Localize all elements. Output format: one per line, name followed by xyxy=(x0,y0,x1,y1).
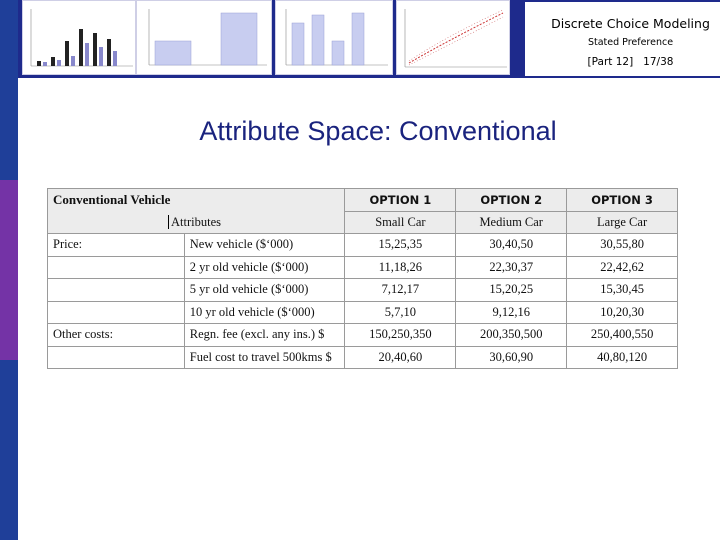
page-number: 17/38 xyxy=(643,56,674,68)
thumbnail-line-chart-graphic xyxy=(397,1,511,76)
cell-value: 40,80,120 xyxy=(567,346,678,369)
row-attribute: Fuel cost to travel 500kms $ xyxy=(184,346,345,369)
course-title-box xyxy=(523,0,720,78)
vehicle-label: Conventional Vehicle xyxy=(48,189,345,212)
cell-value: 11,18,26 xyxy=(345,256,456,279)
cell-value: 22,42,62 xyxy=(567,256,678,279)
attributes-header xyxy=(48,211,345,234)
row-group-label xyxy=(48,301,185,324)
row-group-label: Other costs: xyxy=(48,324,185,347)
table-row xyxy=(48,301,678,324)
row-group-label: Price: xyxy=(48,234,185,257)
row-attribute: 2 yr old vehicle ($‘000) xyxy=(184,256,345,279)
cell-value: 5,7,10 xyxy=(345,301,456,324)
left-strip-middle xyxy=(0,180,18,360)
cell-value: 30,40,50 xyxy=(456,234,567,257)
option-header: OPTION 3 xyxy=(567,189,678,212)
table-row xyxy=(48,324,678,347)
size-header: Medium Car xyxy=(456,211,567,234)
cell-value: 30,55,80 xyxy=(567,234,678,257)
table-row xyxy=(48,256,678,279)
row-attribute: New vehicle ($‘000) xyxy=(184,234,345,257)
cell-value: 20,40,60 xyxy=(345,346,456,369)
course-title: Discrete Choice Modeling xyxy=(551,16,710,31)
thumbnail-bar-chart xyxy=(22,0,136,75)
option-header: OPTION 1 xyxy=(345,189,456,212)
thumbnail-bar-chart-graphic xyxy=(23,1,137,76)
row-attribute: 5 yr old vehicle ($‘000) xyxy=(184,279,345,302)
thumbnail-histogram xyxy=(275,0,393,75)
cell-value: 150,250,350 xyxy=(345,324,456,347)
row-group-label xyxy=(48,346,185,369)
cell-value: 10,20,30 xyxy=(567,301,678,324)
attributes-label: Attributes xyxy=(168,215,221,229)
size-header: Large Car xyxy=(567,211,678,234)
row-attribute: 10 yr old vehicle ($‘000) xyxy=(184,301,345,324)
table-row xyxy=(48,234,678,257)
cell-value: 30,60,90 xyxy=(456,346,567,369)
table-subheader-row xyxy=(48,211,678,234)
thumbnail-area-chart-graphic xyxy=(137,1,273,76)
cell-value: 15,25,35 xyxy=(345,234,456,257)
part-indicator xyxy=(525,56,720,68)
left-strip-bottom xyxy=(0,360,18,540)
cell-value: 22,30,37 xyxy=(456,256,567,279)
row-attribute: Regn. fee (excl. any ins.) $ xyxy=(184,324,345,347)
option-header: OPTION 2 xyxy=(456,189,567,212)
table-row xyxy=(48,346,678,369)
left-strip-top xyxy=(0,0,18,180)
thumbnail-line-chart xyxy=(396,0,510,75)
cell-value: 9,12,16 xyxy=(456,301,567,324)
part-label: [Part 12] xyxy=(587,56,634,68)
thumbnail-area-chart xyxy=(136,0,272,75)
cell-value: 15,30,45 xyxy=(567,279,678,302)
thumbnail-histogram-graphic xyxy=(276,1,394,76)
cell-value: 15,20,25 xyxy=(456,279,567,302)
slide-title: Attribute Space: Conventional xyxy=(199,116,557,146)
attribute-table xyxy=(47,188,678,369)
table-header-row xyxy=(48,189,678,212)
table-row xyxy=(48,279,678,302)
cell-value: 250,400,550 xyxy=(567,324,678,347)
row-group-label xyxy=(48,279,185,302)
course-subtitle: Stated Preference xyxy=(587,37,674,48)
size-header: Small Car xyxy=(345,211,456,234)
row-group-label xyxy=(48,256,185,279)
cell-value: 7,12,17 xyxy=(345,279,456,302)
cell-value: 200,350,500 xyxy=(456,324,567,347)
header-banner xyxy=(18,0,720,78)
